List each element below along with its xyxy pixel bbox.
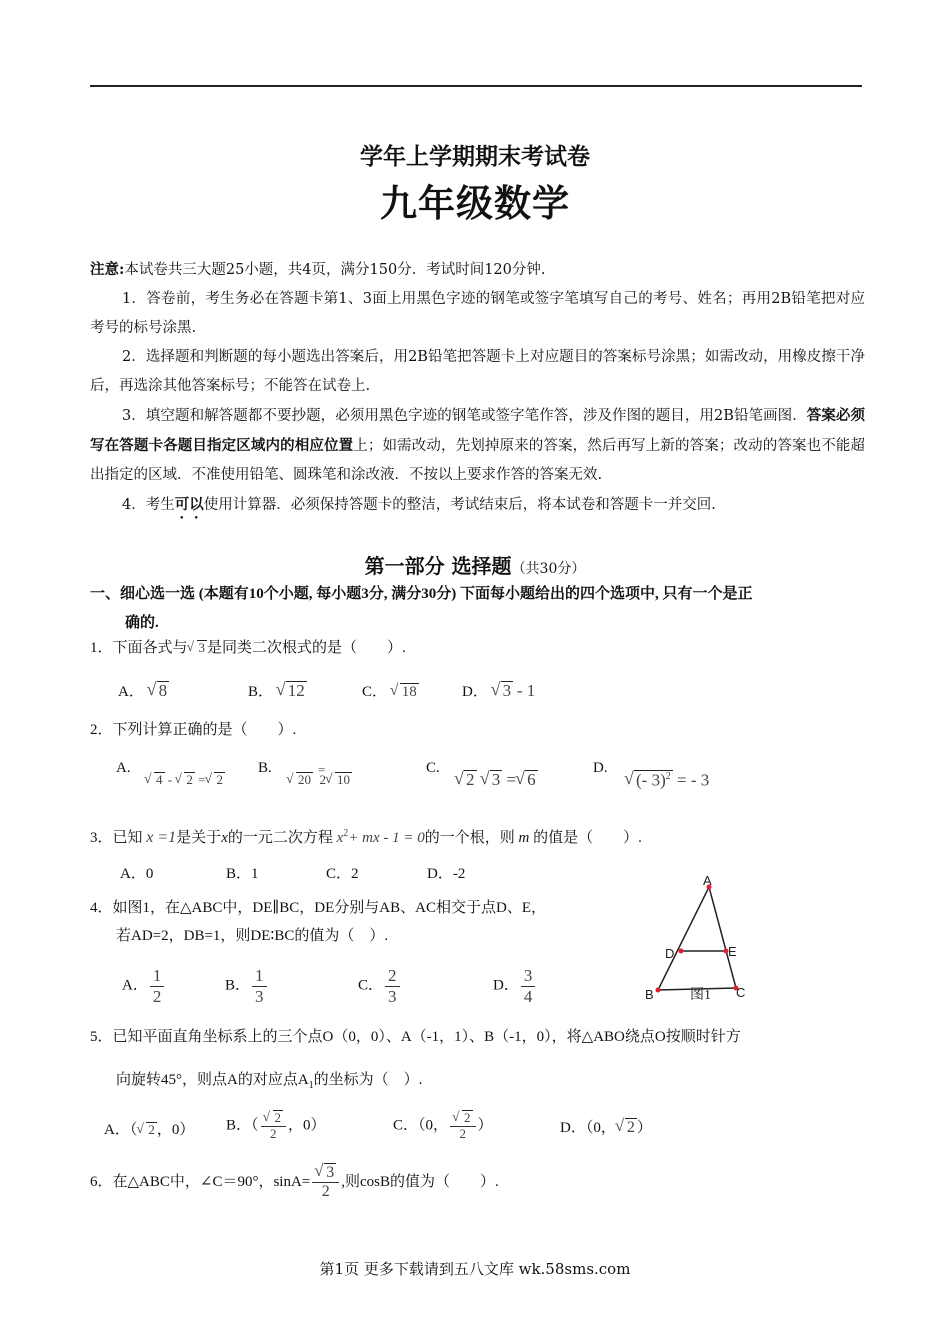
q2-option-c: √ 2 √ 3 =√ 6 — [455, 770, 538, 790]
q4-stem-line2: 若AD=2，DB=1，则DE∶BC的值为（ ）. — [116, 928, 389, 944]
top-rule — [90, 85, 862, 87]
q5-option-d: D．（0，√ 2 ） — [560, 1116, 652, 1137]
label-b: B — [645, 987, 654, 1002]
label-d: D — [665, 946, 675, 961]
exam-title: 九年级数学 — [380, 181, 570, 225]
notice-block — [90, 255, 865, 522]
notice-item-4: 4．考生可以使用计算器．必须保持答题卡的整洁，考试结束后，将本试卷和答题卡一并交回. — [122, 496, 716, 513]
part1-heading: 一、细心选一选 (本题有10个小题, 每小题3分, 满分30分) 下面每小题给出的四个选项中, 只有一个是正 — [90, 586, 753, 602]
q3-option-d: D．-2 — [427, 866, 466, 882]
q5-stem-line2: 向旋转45°，则点A的对应点$A_1$的坐标为（ ）. — [116, 1072, 423, 1091]
q2-option-a-label: A. — [116, 760, 131, 776]
q5-option-c: C．（0， √ $\frac{2}{2}$ ） — [393, 1110, 493, 1142]
q4-option-d: D． $\frac{3}{4}$ — [493, 966, 537, 1006]
label-a: A — [703, 873, 712, 888]
q4-option-c: C． $\frac{2}{3}$ — [358, 966, 402, 1006]
point-b — [656, 988, 661, 993]
q3-option-b: B．1 — [226, 866, 259, 882]
q5-option-a: A．（√ 2 ，0） — [104, 1118, 194, 1139]
label-c: C — [736, 985, 746, 1000]
q5-stem-line1: 5．已知平面直角坐标系上的三个点O（0，0）、A（-1，1）、B（-1，0），将△ABO绕点O按顺时针方 — [90, 1029, 741, 1045]
notice-item-3: 3．填空题和解答题都不要抄题，必须用黑色字迹的钢笔或签字笔作答，涉及作图的题目，用2B铅笔画图．答案必须写在答题卡各题目指定区域内的相应位置上；如需改动，先划掉原来的答案，然后再写上新的答案；改动的答案也不能超出指定的区域．不准使用铅笔、圆珠笔和涂改液．不按以上要求作答的答案无效. — [90, 407, 866, 483]
q1-stem: 1．下面各式与√ 3 是同类二次根式的是（ ）. — [90, 636, 406, 657]
q4-option-a: A． $\frac{1}{2}$ — [122, 966, 166, 1006]
label-e: E — [728, 944, 737, 959]
q3-stem: 3．已知 x =1是关于x的一元二次方程 $x^2+$ mx - 1 = 0的一个根，则 m 的值是（ ）. — [90, 828, 642, 846]
q2-option-a: √ 4 - √ 2 =√ 2 — [145, 772, 225, 788]
side-ac — [709, 887, 736, 988]
q1-option-c: C． √ 18 — [362, 680, 419, 701]
q3-option-c: C．2 — [326, 866, 359, 882]
exam-subtitle: 学年上学期期末考试卷 — [360, 143, 590, 170]
q4-triangle-figure — [640, 870, 760, 1005]
q5-option-b: B．（ √ $\frac{2}{2}$ ，0） — [226, 1110, 326, 1142]
side-ab — [658, 887, 709, 990]
page-footer: 第1页 更多下载请到五八文库 wk.58sms.com — [319, 1260, 631, 1278]
q2-option-b-eq: = — [318, 762, 326, 777]
section-title: 第一部分 选择题（共30分） — [364, 554, 586, 578]
notice-item-1: 1．答卷前，考生务必在答题卡第1、3面上用黑色字迹的钢笔或签字笔填写自己的考号、姓名；再用2B铅笔把对应考号的标号涂黑. — [90, 291, 865, 336]
part1-heading-cont: 确的. — [125, 615, 159, 631]
q1-option-b: B． √ 12 — [248, 680, 307, 701]
notice-intro: 注意:本试卷共三大题25小题，共4页，满分150分．考试时间120分钟. — [90, 261, 546, 278]
q1-option-a: A． √ 8 — [118, 680, 169, 701]
figure-caption: 图1 — [690, 988, 711, 1003]
q3-option-a: A．0 — [120, 866, 154, 882]
q4-option-b: B． $\frac{1}{3}$ — [225, 966, 269, 1006]
notice-item-2: 2．选择题和判断题的每小题选出答案后，用2B铅笔把答题卡上对应题目的答案标号涂黑；如需改动，用橡皮擦干净后，再选涂其他答案标号；不能答在试卷上. — [90, 349, 865, 394]
q4-stem-line1: 4．如图1，在△ABC中，DE∥BC，DE分别与AB、AC相交于点D、E， — [90, 900, 546, 916]
q2-option-d: √ (- 3)$^2$ = - 3 — [625, 770, 709, 791]
q6-stem: 6．在△ABC中，∠C＝90°，sinA= √ $\frac{3}{2}$ ,则cosB的值为（ ）. — [90, 1163, 499, 1202]
q2-option-b-label: B. — [258, 760, 272, 776]
q2-option-b: √ 20 2√ 10 — [287, 772, 352, 788]
point-d — [679, 949, 684, 954]
q2-stem: 2．下列计算正确的是（ ）. — [90, 722, 297, 738]
q2-option-c-label: C. — [426, 760, 440, 776]
q1-option-d: D． √ 3 - 1 — [462, 680, 535, 701]
q2-option-d-label: D. — [593, 760, 608, 776]
notice-label: 注意: — [90, 261, 125, 278]
